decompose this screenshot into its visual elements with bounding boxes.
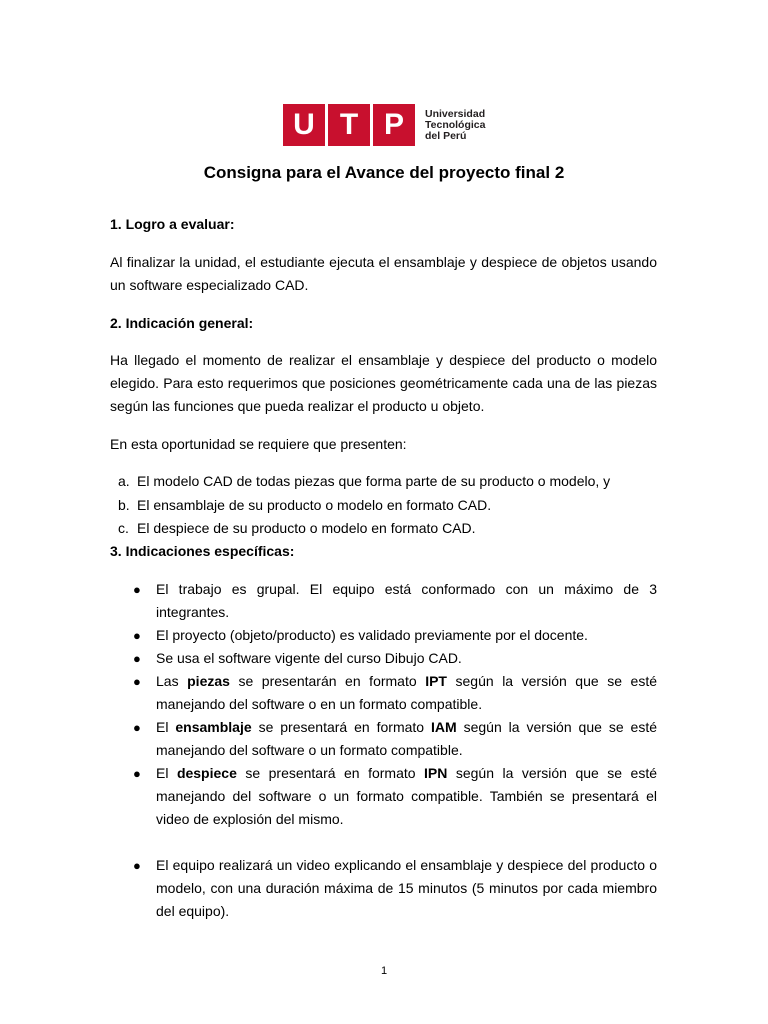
bullet-icon: ● <box>133 766 141 781</box>
bullet-item-6-bold-2: IPN <box>424 765 448 781</box>
logo-letter-p: P <box>373 104 415 146</box>
section-1-heading: 1. Logro a evaluar: <box>110 216 235 232</box>
bullet-icon: ● <box>133 582 141 597</box>
list-item-marker-b: b. <box>118 497 130 513</box>
bullet-item-5-mid: se presentará en formato <box>251 719 432 735</box>
list-item-c: El despiece de su producto o modelo en formato CAD. <box>137 520 476 536</box>
bullet-item-5 <box>156 716 657 762</box>
bullet-item-5-pre: El <box>156 719 176 735</box>
section-2-heading: 2. Indicación general: <box>110 315 254 331</box>
logo-line-1: Universidad <box>425 107 486 120</box>
bullet-item-4 <box>156 670 657 716</box>
logo-line-2: Tecnológica <box>425 118 486 131</box>
bullet-icon: ● <box>133 651 141 666</box>
bullet-item-6-post: según la versión que se esté manejando del software o un formato compatible. También se presentará el video de explosión del mismo. <box>156 765 657 827</box>
bullet-item-6-bold-1: despiece <box>176 765 237 781</box>
bullet-item-4-bold-1: piezas <box>187 673 230 689</box>
bullet-item-3: Se usa el software vigente del curso Dibujo CAD. <box>156 650 462 666</box>
bullet-icon: ● <box>133 720 141 735</box>
logo-line-3: del Perú <box>425 129 467 142</box>
bullet-icon: ● <box>133 858 141 873</box>
list-item-marker-a: a. <box>118 473 130 489</box>
bullet-item-5-post: según la versión que se esté manejando del software o un formato compatible. <box>156 719 657 758</box>
utp-logo-mark <box>283 104 418 146</box>
bullet-item-7: El equipo realizará un video explicando el ensamblaje y despiece del producto o modelo, con una duración máxima de 15 minutos (5 minutos por cada miembro del equipo). <box>156 857 657 919</box>
bullet-item-5-bold-1: ensamblaje <box>175 719 252 735</box>
utp-logo <box>283 104 485 146</box>
page-number: 1 <box>380 965 388 977</box>
bullet-item-4-post: según la versión que se esté manejando del software o en un formato compatible. <box>156 673 657 712</box>
logo-letter-u: U <box>283 104 325 146</box>
bullet-item-6-pre: El <box>156 765 177 781</box>
bullet-icon: ● <box>133 674 141 689</box>
logo-letter-t: T <box>328 104 370 146</box>
bullet-item-4-pre: Las <box>156 673 188 689</box>
section-2-intro: En esta oportunidad se requiere que presenten: <box>110 436 407 452</box>
bullet-item-2: El proyecto (objeto/producto) es validado previamente por el docente. <box>156 627 588 643</box>
section-2-text: Ha llegado el momento de realizar el ensamblaje y despiece del producto o modelo elegido. Para esto requerimos que posiciones geométricamente cada una de las piezas según las funciones que pueda realizar el producto u objeto. <box>110 352 657 414</box>
bullet-item-6-mid: se presentará en formato <box>236 765 425 781</box>
bullet-item-6 <box>156 762 657 831</box>
bullet-item-4-mid: se presentarán en formato <box>229 673 426 689</box>
list-item-b: El ensamblaje de su producto o modelo en formato CAD. <box>137 497 492 513</box>
page-title: Consigna para el Avance del proyecto final 2 <box>203 163 565 182</box>
list-item-marker-c: c. <box>118 520 129 536</box>
section-1-text: Al finalizar la unidad, el estudiante ejecuta el ensamblaje y despiece de objetos usando un software especializado CAD. <box>110 254 657 293</box>
bullet-item-1: El trabajo es grupal. El equipo está conformado con un máximo de 3 integrantes. <box>156 581 657 620</box>
section-3-heading: 3. Indicaciones específicas: <box>110 543 295 559</box>
logo-wordmark <box>425 109 485 142</box>
bullet-item-5-bold-2: IAM <box>431 719 457 735</box>
list-item-a: El modelo CAD de todas piezas que forma parte de su producto o modelo, y <box>137 473 611 489</box>
bullet-icon: ● <box>133 628 141 643</box>
bullet-item-4-bold-2: IPT <box>425 673 447 689</box>
